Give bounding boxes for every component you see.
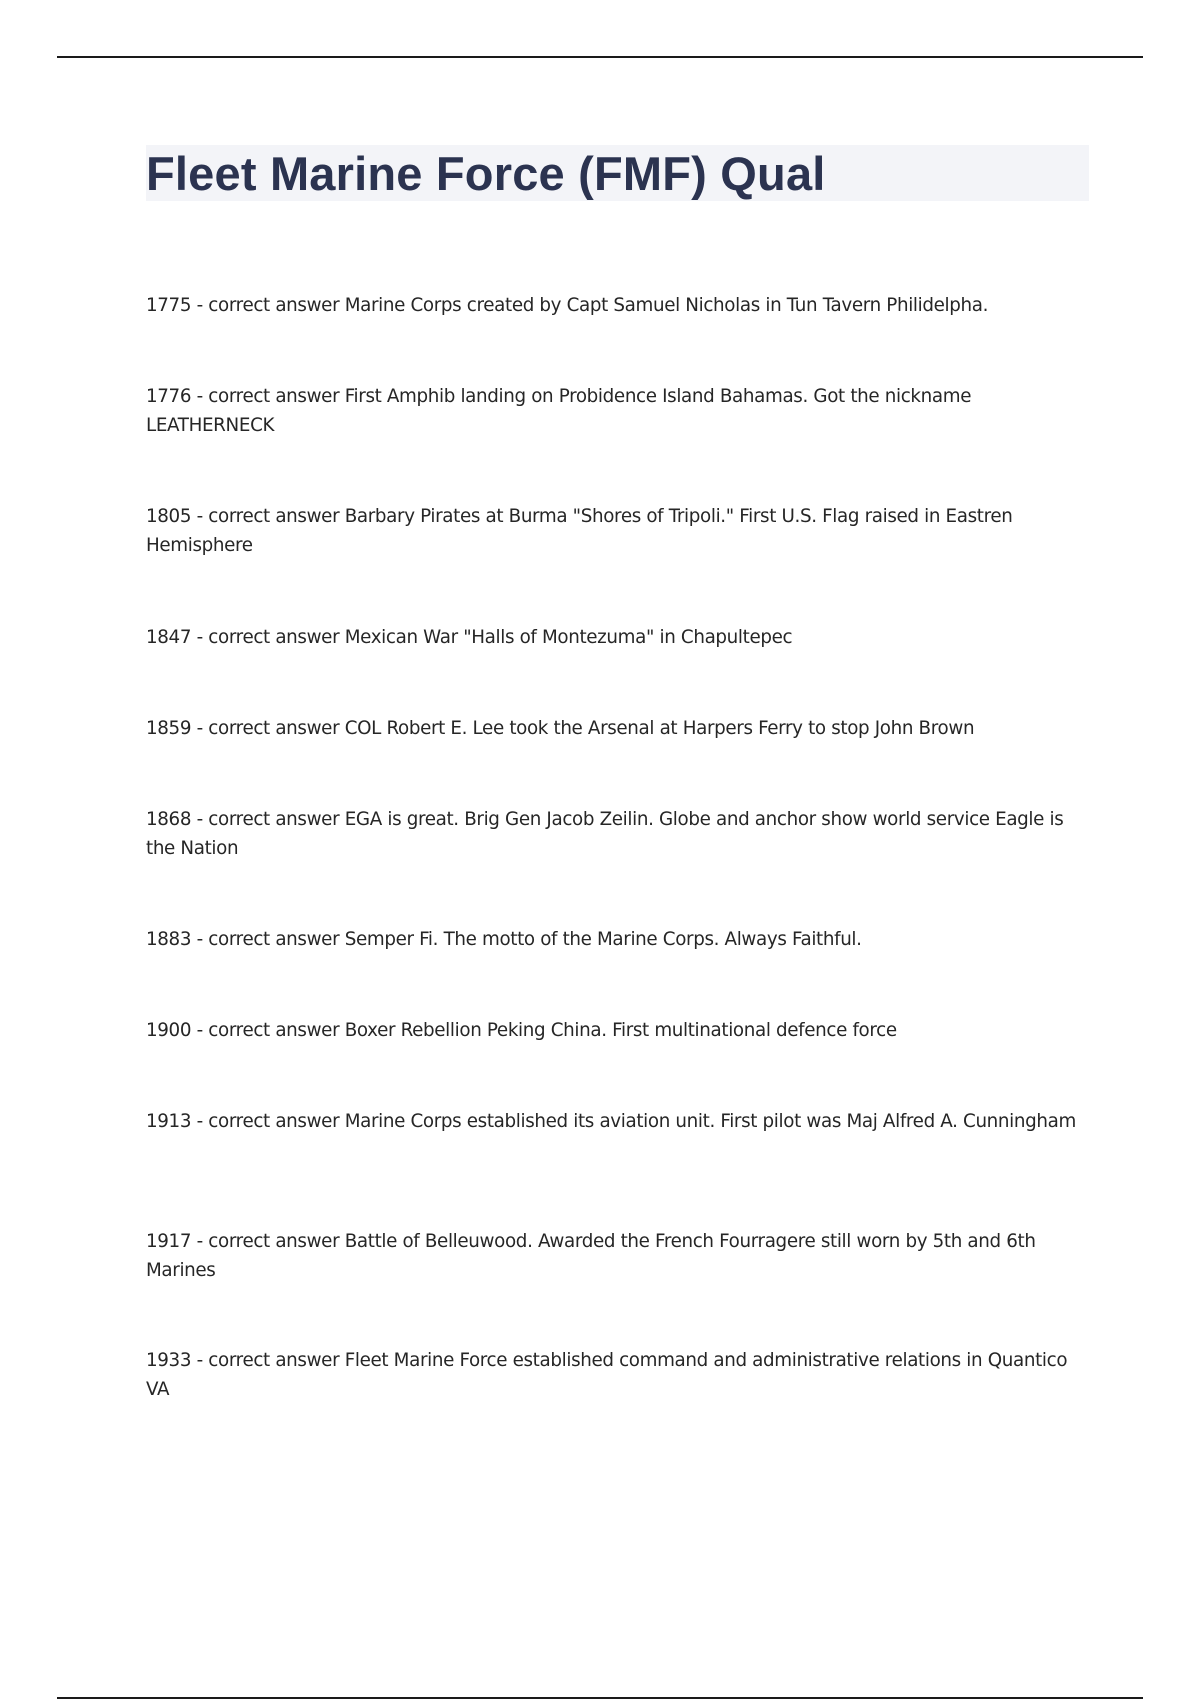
flashcard-entry [146, 714, 1091, 743]
entry-term: 1847 [146, 627, 192, 648]
entry-separator: - [191, 809, 209, 830]
entry-answer: correct answer Semper Fi. The motto of the Marine Corps. Always Faithful. [208, 929, 862, 950]
entry-term: 1913 [146, 1111, 192, 1132]
document-title: Fleet Marine Force (FMF) Qual [146, 147, 826, 200]
flashcard-entry [146, 382, 1091, 440]
entry-answer: correct answer Barbary Pirates at Burma "Shores of Tripoli." First U.S. Flag raised in Eastren Hemisphere [146, 506, 1013, 556]
flashcard-entry [146, 623, 1091, 652]
flashcard-entry [146, 1227, 1091, 1285]
entry-separator: - [191, 929, 209, 950]
entry-term: 1776 [146, 386, 192, 407]
entry-separator: - [191, 1231, 209, 1252]
flashcard-entry [146, 1016, 1091, 1045]
entry-term: 1859 [146, 718, 192, 739]
entry-answer: correct answer Battle of Belleuwood. Awarded the French Fourragere still worn by 5th and 6th Marines [146, 1231, 1036, 1281]
entry-term: 1805 [146, 506, 192, 527]
flashcard-entry [146, 1107, 1091, 1136]
entry-answer: correct answer Fleet Marine Force established command and administrative relations in Quantico VA [146, 1350, 1068, 1400]
entry-answer: correct answer EGA is great. Brig Gen Jacob Zeilin. Globe and anchor show world service Eagle is the Nation [146, 809, 1064, 859]
entry-separator: - [191, 1111, 209, 1132]
flashcard-entry [146, 291, 1091, 320]
top-rule [57, 56, 1143, 58]
entry-term: 1883 [146, 929, 192, 950]
entry-separator: - [191, 506, 209, 527]
entry-answer: correct answer Marine Corps created by Capt Samuel Nicholas in Tun Tavern Philidelpha. [208, 295, 989, 316]
entry-separator: - [191, 1020, 209, 1041]
entry-answer: correct answer COL Robert E. Lee took the Arsenal at Harpers Ferry to stop John Brown [208, 718, 975, 739]
entry-term: 1868 [146, 809, 192, 830]
bottom-rule [57, 1697, 1143, 1699]
entry-answer: correct answer Boxer Rebellion Peking China. First multinational defence force [208, 1020, 897, 1041]
entry-term: 1933 [146, 1350, 192, 1371]
entry-answer: correct answer First Amphib landing on Probidence Island Bahamas. Got the nickname LEATHERNECK [146, 386, 972, 436]
entry-separator: - [191, 718, 209, 739]
flashcard-entry [146, 925, 1091, 954]
flashcard-entry [146, 502, 1091, 560]
entry-separator: - [191, 627, 209, 648]
entry-separator: - [191, 1350, 209, 1371]
entry-term: 1900 [146, 1020, 192, 1041]
entry-term: 1917 [146, 1231, 192, 1252]
entry-answer: correct answer Mexican War "Halls of Montezuma" in Chapultepec [208, 627, 793, 648]
entry-separator: - [191, 295, 209, 316]
entry-answer: correct answer Marine Corps established its aviation unit. First pilot was Maj Alfred A. Cunningham [208, 1111, 1076, 1132]
entry-term: 1775 [146, 295, 192, 316]
entry-separator: - [191, 386, 209, 407]
flashcard-entry [146, 1346, 1091, 1404]
flashcard-entry [146, 805, 1091, 863]
